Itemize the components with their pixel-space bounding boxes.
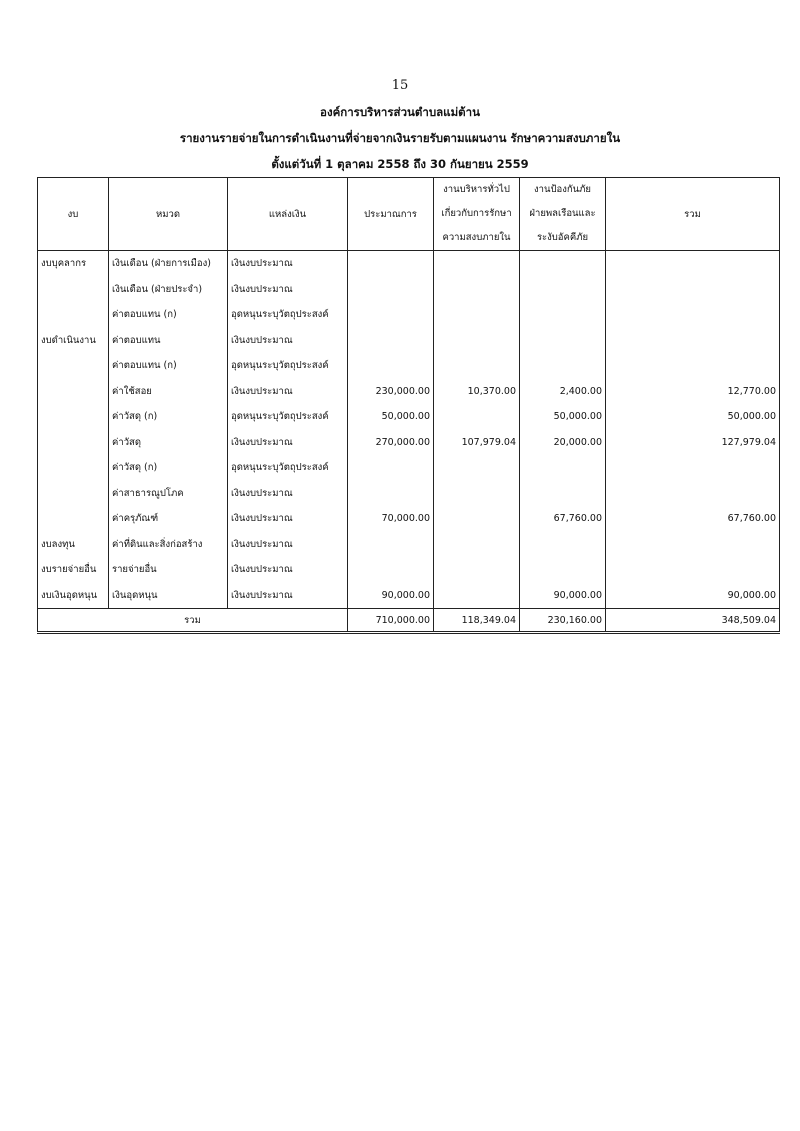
cell-category: ค่าที่ดินและสิ่งก่อสร้าง [109, 532, 228, 558]
col-header-general-admin-line: ความสงบภายใน [442, 232, 511, 243]
cell-budget: งบเงินอุดหนุน [38, 583, 109, 609]
cell-general-admin: 107,979.04 [434, 430, 520, 456]
cell-source: เงินงบประมาณ [228, 430, 348, 456]
cell-budget: งบบุคลากร [38, 251, 109, 277]
cell-general-admin: 10,370.00 [434, 379, 520, 405]
total-grand: 348,509.04 [606, 609, 780, 633]
total-label: รวม [38, 609, 348, 633]
cell-estimate [348, 277, 434, 303]
col-header-civil-defense-line: ฝ่ายพลเรือนและ [529, 208, 596, 219]
col-header-category: หมวด [109, 178, 228, 251]
cell-category: ค่าตอบแทน [109, 328, 228, 354]
cell-total [606, 481, 780, 507]
col-header-civil-defense-line: ระงับอัคคีภัย [536, 232, 589, 243]
cell-total [606, 277, 780, 303]
cell-source: เงินงบประมาณ [228, 557, 348, 583]
cell-estimate [348, 302, 434, 328]
cell-source: เงินงบประมาณ [228, 379, 348, 405]
cell-civil-defense [520, 481, 606, 507]
table-row [38, 583, 780, 609]
cell-civil-defense [520, 455, 606, 481]
cell-total: 127,979.04 [606, 430, 780, 456]
cell-budget: งบรายจ่ายอื่น [38, 557, 109, 583]
cell-general-admin [434, 277, 520, 303]
cell-civil-defense [520, 328, 606, 354]
table-row [38, 379, 780, 405]
table-row [38, 328, 780, 354]
cell-total: 67,760.00 [606, 506, 780, 532]
cell-general-admin [434, 251, 520, 277]
cell-estimate: 230,000.00 [348, 379, 434, 405]
cell-estimate [348, 251, 434, 277]
cell-category: เงินเดือน (ฝ่ายการเมือง) [109, 251, 228, 277]
cell-total [606, 557, 780, 583]
cell-general-admin [434, 302, 520, 328]
total-estimate: 710,000.00 [348, 609, 434, 633]
cell-category: ค่าครุภัณฑ์ [109, 506, 228, 532]
cell-estimate: 70,000.00 [348, 506, 434, 532]
cell-civil-defense: 67,760.00 [520, 506, 606, 532]
cell-budget [38, 481, 109, 507]
table-row [38, 353, 780, 379]
col-header-total: รวม [606, 178, 780, 251]
table-row [38, 455, 780, 481]
table-total-row [38, 609, 780, 633]
cell-civil-defense [520, 302, 606, 328]
cell-source: เงินงบประมาณ [228, 481, 348, 507]
cell-budget [38, 277, 109, 303]
cell-total [606, 353, 780, 379]
cell-total [606, 328, 780, 354]
cell-total [606, 532, 780, 558]
cell-estimate [348, 557, 434, 583]
cell-source: เงินงบประมาณ [228, 506, 348, 532]
cell-category: ค่าตอบแทน (ก) [109, 302, 228, 328]
cell-civil-defense [520, 557, 606, 583]
cell-category: ค่าวัสดุ [109, 430, 228, 456]
cell-estimate [348, 455, 434, 481]
cell-general-admin [434, 455, 520, 481]
total-civil-defense: 230,160.00 [520, 609, 606, 633]
cell-estimate: 90,000.00 [348, 583, 434, 609]
cell-budget [38, 379, 109, 405]
table-row [38, 481, 780, 507]
cell-estimate [348, 532, 434, 558]
organization-title: องค์การบริหารส่วนตำบลแม่ต้าน [320, 105, 480, 119]
cell-general-admin [434, 481, 520, 507]
cell-civil-defense: 90,000.00 [520, 583, 606, 609]
table-row [38, 506, 780, 532]
table-row [38, 302, 780, 328]
table-row [38, 430, 780, 456]
table-row [38, 404, 780, 430]
cell-civil-defense [520, 353, 606, 379]
cell-civil-defense [520, 251, 606, 277]
cell-total [606, 302, 780, 328]
cell-general-admin [434, 328, 520, 354]
cell-general-admin [434, 532, 520, 558]
col-header-general-admin-line: งานบริหารทั่วไป [443, 184, 510, 195]
cell-total: 90,000.00 [606, 583, 780, 609]
cell-general-admin [434, 506, 520, 532]
total-general-admin: 118,349.04 [434, 609, 520, 633]
cell-estimate [348, 328, 434, 354]
cell-category: เงินอุดหนุน [109, 583, 228, 609]
table-row [38, 557, 780, 583]
cell-source: เงินงบประมาณ [228, 532, 348, 558]
cell-source: เงินงบประมาณ [228, 328, 348, 354]
cell-category: ค่าวัสดุ (ก) [109, 404, 228, 430]
cell-civil-defense [520, 532, 606, 558]
table-body [38, 251, 780, 609]
cell-budget [38, 353, 109, 379]
cell-civil-defense: 20,000.00 [520, 430, 606, 456]
cell-source: เงินงบประมาณ [228, 583, 348, 609]
cell-budget [38, 455, 109, 481]
cell-source: เงินงบประมาณ [228, 251, 348, 277]
cell-source: อุดหนุนระบุวัตถุประสงค์ [228, 353, 348, 379]
cell-category: ค่าตอบแทน (ก) [109, 353, 228, 379]
cell-budget: งบดำเนินงาน [38, 328, 109, 354]
cell-civil-defense: 2,400.00 [520, 379, 606, 405]
report-period: ตั้งแต่วันที่ 1 ตุลาคม 2558 ถึง 30 กันยายน 2559 [271, 157, 529, 171]
col-header-general-admin-line: เกี่ยวกับการรักษา [441, 208, 512, 219]
col-header-civil-defense [520, 178, 606, 251]
cell-category: เงินเดือน (ฝ่ายประจำ) [109, 277, 228, 303]
cell-general-admin [434, 353, 520, 379]
report-title: รายงานรายจ่ายในการดำเนินงานที่จ่ายจากเงินรายรับตามแผนงาน รักษาความสงบภายใน [179, 131, 621, 145]
cell-civil-defense: 50,000.00 [520, 404, 606, 430]
cell-category: ค่าสาธารณูปโภค [109, 481, 228, 507]
cell-budget [38, 302, 109, 328]
table-header-row [38, 178, 780, 251]
cell-budget: งบลงทุน [38, 532, 109, 558]
cell-total [606, 251, 780, 277]
cell-general-admin [434, 583, 520, 609]
cell-source: เงินงบประมาณ [228, 277, 348, 303]
cell-source: อุดหนุนระบุวัตถุประสงค์ [228, 302, 348, 328]
col-header-estimate: ประมาณการ [348, 178, 434, 251]
cell-category: รายจ่ายอื่น [109, 557, 228, 583]
cell-estimate [348, 481, 434, 507]
cell-total: 50,000.00 [606, 404, 780, 430]
col-header-source: แหล่งเงิน [228, 178, 348, 251]
cell-category: ค่าใช้สอย [109, 379, 228, 405]
cell-budget [38, 430, 109, 456]
cell-budget [38, 506, 109, 532]
table-row [38, 277, 780, 303]
cell-general-admin [434, 404, 520, 430]
col-header-general-admin [434, 178, 520, 251]
cell-budget [38, 404, 109, 430]
cell-total: 12,770.00 [606, 379, 780, 405]
col-header-budget: งบ [38, 178, 109, 251]
cell-source: อุดหนุนระบุวัตถุประสงค์ [228, 455, 348, 481]
cell-estimate: 270,000.00 [348, 430, 434, 456]
page-number: 15 [391, 78, 409, 93]
table-row [38, 532, 780, 558]
expense-report-table [37, 177, 780, 634]
cell-estimate: 50,000.00 [348, 404, 434, 430]
cell-source: อุดหนุนระบุวัตถุประสงค์ [228, 404, 348, 430]
cell-total [606, 455, 780, 481]
col-header-civil-defense-line: งานป้องกันภัย [534, 184, 591, 195]
cell-general-admin [434, 557, 520, 583]
cell-estimate [348, 353, 434, 379]
cell-category: ค่าวัสดุ (ก) [109, 455, 228, 481]
table-row [38, 251, 780, 277]
cell-civil-defense [520, 277, 606, 303]
